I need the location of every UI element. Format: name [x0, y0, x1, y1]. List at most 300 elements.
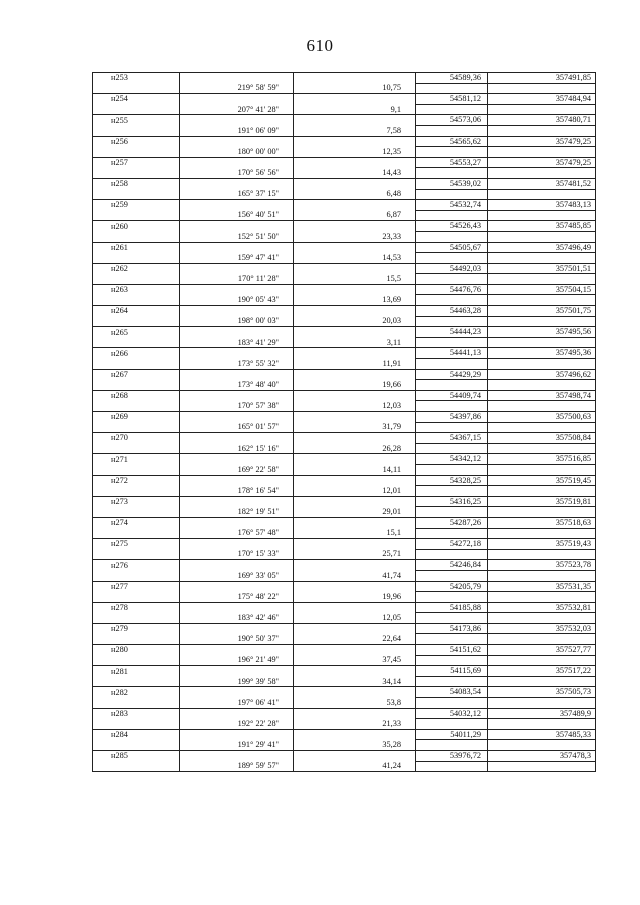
point-row [93, 136, 596, 147]
point-name: н256 [93, 136, 180, 147]
point-row [93, 412, 596, 423]
empty-angle-cell [180, 454, 294, 465]
segment-row [93, 528, 596, 539]
x-coordinate: 54532,74 [416, 200, 488, 211]
empty-x-cell [416, 83, 488, 94]
point-name: н277 [93, 581, 180, 592]
empty-angle-cell [180, 475, 294, 486]
y-coordinate: 357504,15 [488, 284, 596, 295]
coordinates-table-body [93, 73, 596, 772]
point-name: н259 [93, 200, 180, 211]
y-coordinate: 357516,85 [488, 454, 596, 465]
point-name: н265 [93, 327, 180, 338]
empty-length-cell [294, 284, 416, 295]
x-coordinate: 54409,74 [416, 390, 488, 401]
point-name: н280 [93, 645, 180, 656]
x-coordinate: 54581,12 [416, 94, 488, 105]
segment-length: 37,45 [294, 655, 416, 666]
empty-y-cell [488, 380, 596, 391]
page-number: 610 [306, 36, 334, 55]
empty-length-cell [294, 369, 416, 380]
empty-angle-cell [180, 221, 294, 232]
point-name: н267 [93, 369, 180, 380]
segment-row [93, 570, 596, 581]
empty-length-cell [294, 115, 416, 126]
segment-length: 19,66 [294, 380, 416, 391]
empty-length-cell [294, 729, 416, 740]
segment-length: 12,03 [294, 401, 416, 412]
direction-angle: 159° 47' 41" [180, 253, 294, 264]
point-row [93, 263, 596, 274]
x-coordinate: 54441,13 [416, 348, 488, 359]
segment-row [93, 83, 596, 94]
y-coordinate: 357519,43 [488, 539, 596, 550]
empty-y-cell [488, 231, 596, 242]
empty-y-cell [488, 613, 596, 624]
empty-x-cell [416, 634, 488, 645]
empty-y-cell [488, 528, 596, 539]
empty-angle-cell [180, 751, 294, 762]
empty-y-cell [488, 253, 596, 264]
empty-y-cell [488, 147, 596, 158]
segment-length: 14,43 [294, 168, 416, 179]
segment-length: 12,35 [294, 147, 416, 158]
empty-x-cell [416, 613, 488, 624]
direction-angle: 207° 41' 28" [180, 104, 294, 115]
point-name: н284 [93, 729, 180, 740]
empty-x-cell [416, 316, 488, 327]
direction-angle: 198° 00' 03" [180, 316, 294, 327]
empty-y-cell [488, 549, 596, 560]
segment-row [93, 655, 596, 666]
empty-name-cell [93, 83, 180, 94]
empty-length-cell [294, 94, 416, 105]
segment-row [93, 761, 596, 772]
empty-name-cell [93, 443, 180, 454]
segment-length: 20,03 [294, 316, 416, 327]
empty-name-cell [93, 189, 180, 200]
empty-length-cell [294, 581, 416, 592]
empty-name-cell [93, 316, 180, 327]
x-coordinate: 54287,26 [416, 517, 488, 528]
segment-row [93, 698, 596, 709]
point-name: н261 [93, 242, 180, 253]
point-row [93, 475, 596, 486]
empty-x-cell [416, 253, 488, 264]
empty-angle-cell [180, 200, 294, 211]
y-coordinate: 357531,35 [488, 581, 596, 592]
empty-x-cell [416, 231, 488, 242]
segment-length: 14,11 [294, 464, 416, 475]
direction-angle: 173° 48' 40" [180, 380, 294, 391]
empty-x-cell [416, 507, 488, 518]
empty-y-cell [488, 104, 596, 115]
empty-name-cell [93, 210, 180, 221]
x-coordinate: 53976,72 [416, 751, 488, 762]
empty-length-cell [294, 73, 416, 84]
empty-x-cell [416, 147, 488, 158]
y-coordinate: 357518,63 [488, 517, 596, 528]
x-coordinate: 54011,29 [416, 729, 488, 740]
x-coordinate: 54185,88 [416, 602, 488, 613]
empty-length-cell [294, 306, 416, 317]
empty-x-cell [416, 337, 488, 348]
empty-angle-cell [180, 412, 294, 423]
segment-length: 41,24 [294, 761, 416, 772]
segment-length: 31,79 [294, 422, 416, 433]
empty-name-cell [93, 719, 180, 730]
segment-row [93, 592, 596, 603]
y-coordinate: 357501,75 [488, 306, 596, 317]
empty-length-cell [294, 539, 416, 550]
empty-angle-cell [180, 581, 294, 592]
empty-x-cell [416, 464, 488, 475]
segment-length: 9,1 [294, 104, 416, 115]
segment-row [93, 274, 596, 285]
empty-y-cell [488, 719, 596, 730]
empty-angle-cell [180, 623, 294, 634]
point-row [93, 157, 596, 168]
empty-name-cell [93, 592, 180, 603]
empty-name-cell [93, 422, 180, 433]
point-name: н254 [93, 94, 180, 105]
segment-row [93, 401, 596, 412]
empty-angle-cell [180, 178, 294, 189]
x-coordinate: 54553,27 [416, 157, 488, 168]
segment-length: 14,53 [294, 253, 416, 264]
segment-row [93, 210, 596, 221]
empty-y-cell [488, 274, 596, 285]
point-row [93, 178, 596, 189]
direction-angle: 176° 57' 48" [180, 528, 294, 539]
empty-y-cell [488, 125, 596, 136]
empty-length-cell [294, 178, 416, 189]
empty-x-cell [416, 443, 488, 454]
empty-name-cell [93, 486, 180, 497]
segment-row [93, 125, 596, 136]
empty-name-cell [93, 655, 180, 666]
empty-name-cell [93, 401, 180, 412]
empty-angle-cell [180, 94, 294, 105]
point-name: н270 [93, 433, 180, 444]
empty-x-cell [416, 655, 488, 666]
segment-length: 23,33 [294, 231, 416, 242]
direction-angle: 165° 01' 57" [180, 422, 294, 433]
y-coordinate: 357532,81 [488, 602, 596, 613]
empty-name-cell [93, 761, 180, 772]
segment-length: 6,87 [294, 210, 416, 221]
empty-angle-cell [180, 729, 294, 740]
segment-row [93, 104, 596, 115]
empty-y-cell [488, 761, 596, 772]
segment-row [93, 740, 596, 751]
empty-y-cell [488, 464, 596, 475]
empty-angle-cell [180, 645, 294, 656]
y-coordinate: 357517,22 [488, 666, 596, 677]
segment-length: 34,14 [294, 676, 416, 687]
segment-length: 26,28 [294, 443, 416, 454]
coordinates-table-frame [92, 72, 595, 772]
empty-y-cell [488, 740, 596, 751]
segment-length: 13,69 [294, 295, 416, 306]
empty-y-cell [488, 422, 596, 433]
segment-row [93, 486, 596, 497]
segment-row [93, 380, 596, 391]
empty-length-cell [294, 475, 416, 486]
empty-name-cell [93, 125, 180, 136]
direction-angle: 191° 29' 41" [180, 740, 294, 751]
segment-row [93, 549, 596, 560]
empty-angle-cell [180, 157, 294, 168]
direction-angle: 183° 42' 46" [180, 613, 294, 624]
point-row [93, 454, 596, 465]
x-coordinate: 54328,25 [416, 475, 488, 486]
empty-name-cell [93, 359, 180, 370]
empty-length-cell [294, 687, 416, 698]
empty-name-cell [93, 634, 180, 645]
segment-row [93, 231, 596, 242]
empty-length-cell [294, 348, 416, 359]
x-coordinate: 54316,25 [416, 496, 488, 507]
point-name: н282 [93, 687, 180, 698]
y-coordinate: 357489,9 [488, 708, 596, 719]
direction-angle: 219° 58' 59" [180, 83, 294, 94]
empty-name-cell [93, 231, 180, 242]
empty-x-cell [416, 380, 488, 391]
direction-angle: 180° 00' 00" [180, 147, 294, 158]
direction-angle: 162° 15' 16" [180, 443, 294, 454]
point-row [93, 327, 596, 338]
empty-angle-cell [180, 708, 294, 719]
empty-angle-cell [180, 666, 294, 677]
point-name: н275 [93, 539, 180, 550]
empty-x-cell [416, 592, 488, 603]
empty-y-cell [488, 189, 596, 200]
point-row [93, 687, 596, 698]
x-coordinate: 54476,76 [416, 284, 488, 295]
direction-angle: 178° 16' 54" [180, 486, 294, 497]
empty-x-cell [416, 422, 488, 433]
y-coordinate: 357519,45 [488, 475, 596, 486]
point-name: н281 [93, 666, 180, 677]
empty-length-cell [294, 433, 416, 444]
point-name: н262 [93, 263, 180, 274]
segment-row [93, 253, 596, 264]
y-coordinate: 357485,33 [488, 729, 596, 740]
y-coordinate: 357500,63 [488, 412, 596, 423]
x-coordinate: 54429,29 [416, 369, 488, 380]
point-row [93, 369, 596, 380]
empty-angle-cell [180, 115, 294, 126]
empty-name-cell [93, 549, 180, 560]
direction-angle: 183° 41' 29" [180, 337, 294, 348]
point-row [93, 623, 596, 634]
point-row [93, 390, 596, 401]
point-name: н276 [93, 560, 180, 571]
empty-length-cell [294, 454, 416, 465]
empty-angle-cell [180, 517, 294, 528]
point-row [93, 496, 596, 507]
point-row [93, 433, 596, 444]
empty-x-cell [416, 401, 488, 412]
segment-row [93, 676, 596, 687]
point-row [93, 306, 596, 317]
empty-x-cell [416, 125, 488, 136]
segment-row [93, 168, 596, 179]
point-row [93, 560, 596, 571]
empty-name-cell [93, 253, 180, 264]
segment-row [93, 422, 596, 433]
point-row [93, 602, 596, 613]
x-coordinate: 54505,67 [416, 242, 488, 253]
empty-y-cell [488, 443, 596, 454]
y-coordinate: 357481,52 [488, 178, 596, 189]
empty-angle-cell [180, 327, 294, 338]
segment-length: 29,01 [294, 507, 416, 518]
empty-angle-cell [180, 560, 294, 571]
x-coordinate: 54115,69 [416, 666, 488, 677]
segment-length: 53,8 [294, 698, 416, 709]
point-name: н285 [93, 751, 180, 762]
x-coordinate: 54526,43 [416, 221, 488, 232]
x-coordinate: 54463,28 [416, 306, 488, 317]
y-coordinate: 357496,62 [488, 369, 596, 380]
empty-y-cell [488, 83, 596, 94]
point-name: н260 [93, 221, 180, 232]
direction-angle: 196° 21' 49" [180, 655, 294, 666]
y-coordinate: 357479,25 [488, 157, 596, 168]
y-coordinate: 357532,03 [488, 623, 596, 634]
empty-length-cell [294, 645, 416, 656]
x-coordinate: 54032,12 [416, 708, 488, 719]
empty-name-cell [93, 528, 180, 539]
empty-name-cell [93, 337, 180, 348]
empty-y-cell [488, 486, 596, 497]
empty-angle-cell [180, 73, 294, 84]
empty-length-cell [294, 157, 416, 168]
empty-name-cell [93, 613, 180, 624]
empty-length-cell [294, 242, 416, 253]
y-coordinate: 357505,73 [488, 687, 596, 698]
segment-length: 12,05 [294, 613, 416, 624]
segment-row [93, 147, 596, 158]
y-coordinate: 357498,74 [488, 390, 596, 401]
empty-y-cell [488, 295, 596, 306]
point-row [93, 751, 596, 762]
segment-row [93, 189, 596, 200]
empty-length-cell [294, 560, 416, 571]
point-name: н274 [93, 517, 180, 528]
x-coordinate: 54083,54 [416, 687, 488, 698]
empty-x-cell [416, 549, 488, 560]
empty-name-cell [93, 104, 180, 115]
empty-angle-cell [180, 369, 294, 380]
point-name: н283 [93, 708, 180, 719]
empty-y-cell [488, 401, 596, 412]
empty-y-cell [488, 337, 596, 348]
x-coordinate: 54539,02 [416, 178, 488, 189]
direction-angle: 189° 59' 57" [180, 761, 294, 772]
empty-name-cell [93, 676, 180, 687]
point-name: н279 [93, 623, 180, 634]
segment-length: 12,01 [294, 486, 416, 497]
empty-x-cell [416, 740, 488, 751]
segment-length: 10,75 [294, 83, 416, 94]
empty-x-cell [416, 719, 488, 730]
direction-angle: 170° 56' 56" [180, 168, 294, 179]
y-coordinate: 357495,36 [488, 348, 596, 359]
empty-y-cell [488, 634, 596, 645]
segment-length: 7,58 [294, 125, 416, 136]
empty-name-cell [93, 147, 180, 158]
segment-length: 19,96 [294, 592, 416, 603]
empty-name-cell [93, 464, 180, 475]
empty-angle-cell [180, 348, 294, 359]
direction-angle: 170° 57' 38" [180, 401, 294, 412]
empty-y-cell [488, 168, 596, 179]
segment-length: 25,71 [294, 549, 416, 560]
direction-angle: 169° 22' 58" [180, 464, 294, 475]
y-coordinate: 357519,81 [488, 496, 596, 507]
segment-length: 11,91 [294, 359, 416, 370]
point-name: н258 [93, 178, 180, 189]
x-coordinate: 54205,79 [416, 581, 488, 592]
x-coordinate: 54397,86 [416, 412, 488, 423]
empty-y-cell [488, 570, 596, 581]
y-coordinate: 357485,85 [488, 221, 596, 232]
y-coordinate: 357478,3 [488, 751, 596, 762]
segment-row [93, 443, 596, 454]
empty-name-cell [93, 295, 180, 306]
segment-length: 15,1 [294, 528, 416, 539]
point-name: н272 [93, 475, 180, 486]
segment-length: 6,48 [294, 189, 416, 200]
empty-length-cell [294, 666, 416, 677]
direction-angle: 175° 48' 22" [180, 592, 294, 603]
y-coordinate: 357479,25 [488, 136, 596, 147]
y-coordinate: 357491,85 [488, 73, 596, 84]
y-coordinate: 357501,51 [488, 263, 596, 274]
empty-x-cell [416, 528, 488, 539]
empty-length-cell [294, 327, 416, 338]
x-coordinate: 54444,23 [416, 327, 488, 338]
point-name: н273 [93, 496, 180, 507]
empty-y-cell [488, 507, 596, 518]
empty-angle-cell [180, 390, 294, 401]
x-coordinate: 54492,03 [416, 263, 488, 274]
segment-row [93, 337, 596, 348]
x-coordinate: 54173,86 [416, 623, 488, 634]
segment-length: 15,5 [294, 274, 416, 285]
direction-angle: 182° 19' 51" [180, 507, 294, 518]
empty-angle-cell [180, 136, 294, 147]
empty-x-cell [416, 104, 488, 115]
empty-angle-cell [180, 433, 294, 444]
empty-angle-cell [180, 284, 294, 295]
empty-x-cell [416, 189, 488, 200]
empty-name-cell [93, 274, 180, 285]
point-row [93, 242, 596, 253]
segment-row [93, 464, 596, 475]
empty-length-cell [294, 390, 416, 401]
empty-x-cell [416, 168, 488, 179]
direction-angle: 199° 39' 58" [180, 676, 294, 687]
point-row [93, 284, 596, 295]
direction-angle: 170° 15' 33" [180, 549, 294, 560]
empty-length-cell [294, 517, 416, 528]
point-row [93, 200, 596, 211]
y-coordinate: 357480,71 [488, 115, 596, 126]
